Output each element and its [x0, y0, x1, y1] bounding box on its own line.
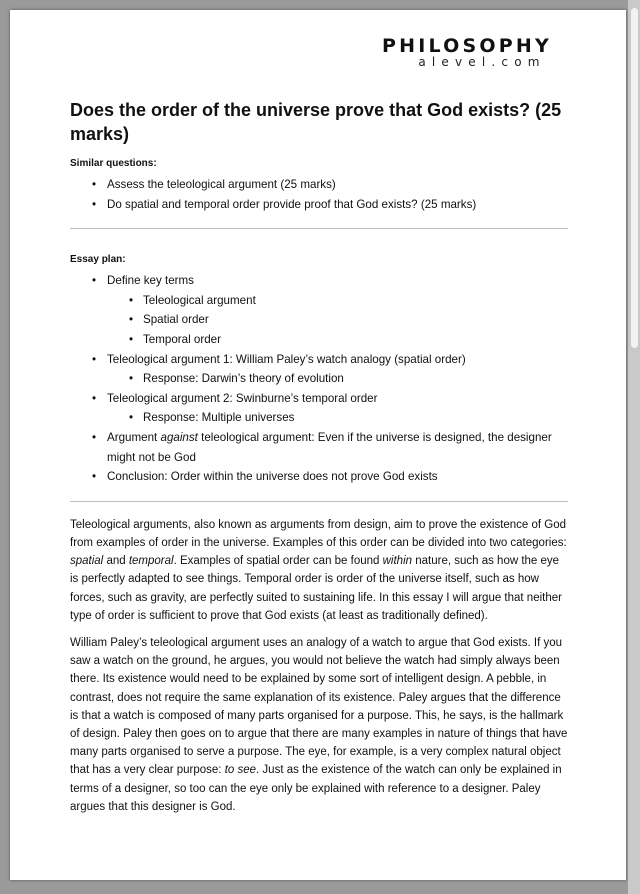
plan-item-text: Argument — [107, 430, 161, 444]
plan-item-text: teleological argument: Even if the universe is designed, the designer might not be God — [107, 430, 552, 464]
emphasis-text: against — [160, 430, 198, 444]
list-item: • Do spatial and temporal order provide proof that God exists? (25 marks) — [70, 195, 570, 215]
emphasis-text: temporal — [128, 555, 174, 568]
logo-main-text: PHILOSOPHY — [382, 35, 552, 57]
sub-list — [107, 291, 570, 350]
sub-list-item: • Teleological argument — [107, 291, 570, 311]
list-item — [70, 271, 570, 349]
document-content — [70, 98, 570, 816]
sub-list-item: • Temporal order — [107, 330, 570, 350]
list-item — [70, 389, 570, 428]
list-item — [70, 350, 570, 389]
list-item: • Conclusion: Order within the universe does not prove God exists — [70, 467, 570, 487]
sub-list-item: • Response: Multiple universes — [107, 408, 570, 428]
document-page — [10, 10, 626, 880]
similar-questions-label: Similar questions: — [70, 158, 157, 169]
emphasis-text: within — [382, 555, 413, 568]
scrollbar-thumb[interactable] — [631, 8, 638, 348]
sub-list-item: • Spatial order — [107, 310, 570, 330]
essay-title: Does the order of the universe prove that God exists? (25 marks) — [70, 100, 562, 144]
divider — [70, 501, 568, 502]
list-item: • Assess the teleological argument (25 marks) — [70, 175, 570, 195]
body-paragraph-1 — [70, 516, 570, 625]
paragraph-text: nature, such as how the eye is perfectly adapted to see things. Temporal order is order of the universe itself, such as how forces, such as gravity, are perfectly suited to sustaining life. In this essay I will argue that neither type of order is sufficient to prove that God exists (at least as traditionally defined). — [70, 555, 562, 622]
similar-questions-list — [70, 175, 570, 214]
plan-item-text: Teleological argument 1: William Paley’s watch analogy (spatial order) — [107, 352, 466, 366]
essay-plan-label: Essay plan: — [70, 254, 126, 266]
logo-sub-text: alevel.com — [418, 55, 546, 69]
sub-list — [107, 369, 570, 389]
paragraph-text: Teleological arguments, also known as arguments from design, aim to prove the existence of God from examples of order in the universe. Examples of this order can be divided into two categories: — [70, 518, 567, 549]
paragraph-text: William Paley’s teleological argument uses an analogy of a watch to argue that God exists. If you saw a watch on the ground, he argues, you would not believe the watch had simply always been there. Its existence would need to be explained by some sort of intelligent design. A pebble, in contrast, does not require the same explanation of its existence. Paley argues that the difference is that a watch is composed of many parts organised for a purpose. This, he says, is the hallmark of design. Paley then goes on to argue that there are many examples in nature of things that have many parts organised to serve a purpose. The eye, for example, is a very complex natural object that has a very clear purpose: — [70, 636, 568, 777]
body-paragraph-2 — [70, 634, 570, 816]
emphasis-text: to see — [224, 764, 257, 777]
sub-list — [107, 408, 570, 428]
sub-list-item: • Response: Darwin’s theory of evolution — [107, 369, 570, 389]
plan-item-text: Teleological argument 2: Swinburne’s temporal order — [107, 391, 378, 405]
essay-plan-list — [70, 271, 570, 487]
vertical-scrollbar[interactable] — [628, 0, 640, 894]
paragraph-text: . Just as the existence of the watch can only be explained in terms of a designer, so too can the eye only be explained with reference to a designer. Paley argues that this designer is God. — [70, 764, 562, 813]
divider — [70, 228, 568, 229]
paragraph-text: and — [103, 555, 129, 568]
paragraph-text: . Examples of spatial order can be found — [173, 555, 383, 568]
list-item — [70, 428, 570, 467]
plan-item-text: Define key terms — [107, 274, 194, 288]
emphasis-text: spatial — [70, 555, 104, 568]
philosophy-logo — [372, 36, 562, 68]
